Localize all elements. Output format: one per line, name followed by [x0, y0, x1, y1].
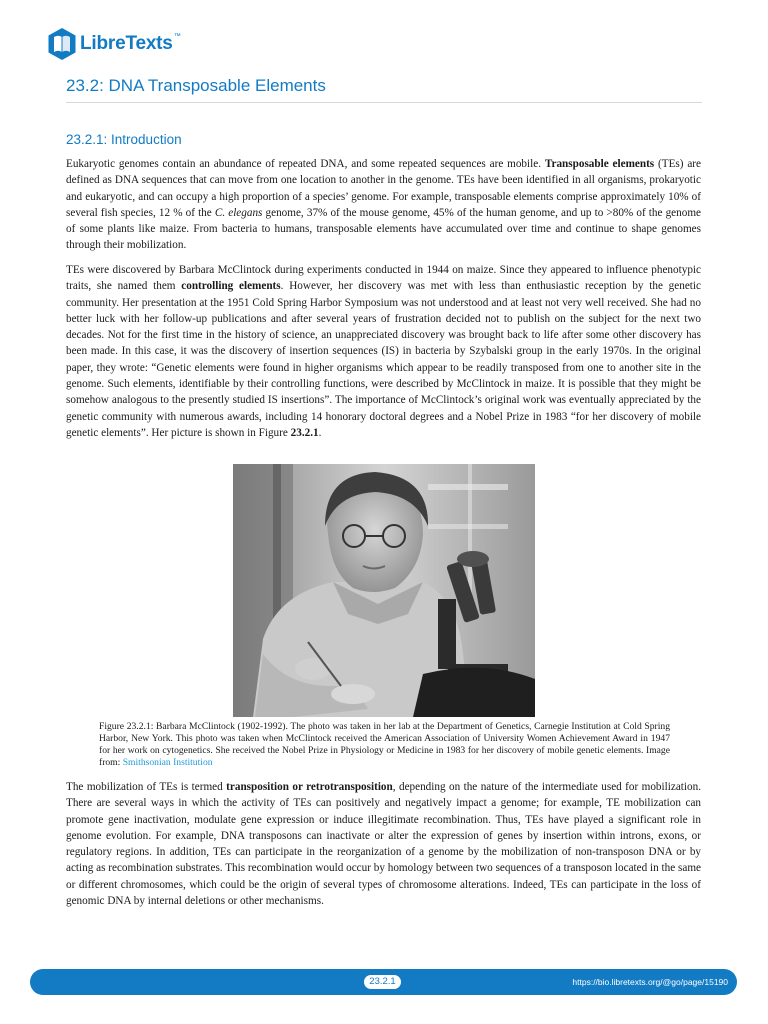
figure-photo-barbara-mcclintock	[233, 464, 535, 717]
term-transposable-elements: Transposable elements	[544, 158, 655, 170]
figure-reference[interactable]: 23.2.1	[290, 426, 319, 439]
figure-label: Figure 23.2.1	[99, 721, 151, 732]
figure-caption: Figure 23.2.1: Barbara McClintock (1902-1992). The photo was taken in her lab at the Department of Genetics, Carnegie Institution at Cold Spring Harbor, New York. This photo was taken when McClintock received the American Association of University Women Achievement Award in 1947 for her work on cytogenetics. She received the Nobel Prize in Physiology or Medicine in 1983 for her discovery of mobile genetic elements. Image from: Smithsonian Institution	[99, 721, 671, 768]
footer-url-link[interactable]: https://bio.libretexts.org/@go/page/15190	[572, 977, 728, 987]
page-number-badge: 23.2.1	[364, 975, 401, 989]
libretexts-logo-icon	[47, 27, 77, 61]
section-title: 23.2.1: Introduction	[66, 132, 182, 147]
smithsonian-link[interactable]: Smithsonian Institution	[122, 757, 213, 768]
photo-illustration	[233, 464, 535, 717]
logo-trademark: ™	[173, 33, 181, 40]
paragraph-introduction: Eukaryotic genomes contain an abundance of repeated DNA, and some repeated sequences are mobile. Transposable elements (TEs) are defined as DNA sequences that can move from one location to another in the genome. TEs have been identified in all organisms, prokaryotic and eukaryotic, and can occupy a high proportion of a species’ genome. For example, transposable elements comprise approximately 10% of several fish species, 12 % of the C. elegans genome, 37% of the mouse genome, 45% of the human genome, and up to >80% of the genome of some plants like maize. From bacteria to humans, transposable elements have accumulated over time and continue to shape genomes through their mobilization.	[66, 158, 702, 252]
footer-bar	[30, 969, 737, 995]
species-c-elegans: C. elegans	[214, 206, 263, 219]
term-controlling-elements: controlling elements	[181, 280, 281, 293]
term-transposition: transposition or retrotransposition	[226, 781, 393, 793]
paragraph-history: TEs were discovered by Barbara McClintock during experiments conducted in 1944 on maize. Since they appeared to influence phenotypic traits, she named them controlling elements. However, her discovery was met with less than enthusiastic reception by the genetic community. Her presentation at the 1951 Cold Spring Harbor Symposium was not understood and at least not very well received. She had no better luck with her follow-up publications and after several years of frustration decided not to publish on the subject for the next two decades. Not for the first time in the history of science, an unappreciated discovery was brought back to life after some other discovery has been made. In this case, it was the discovery of insertion sequences (IS) in bacteria by Szybalski group in the early 1970s. In the original paper, they wrote: “Genetic elements were found in higher organisms which appear to be readily transposed from one to another site in the genome. Such elements, identifiable by their controlling functions, were described by McClintock in maize. It is possible that they might be somehow analogous to the presently studied IS insertions”. The importance of McClintock’s original work was eventually appreciated by the genetic community with numerous awards, including 14 honorary doctoral degrees and a Nobel Prize in 1983 “for her discovery of mobile genetic elements”. Her picture is shown in Figure 23.2.1.	[66, 264, 701, 439]
libretexts-logo[interactable]	[47, 27, 181, 61]
logo-text: LibreTexts™	[80, 33, 181, 54]
page-title: 23.2: DNA Transposable Elements	[66, 76, 702, 103]
paragraph-mobilization: The mobilization of TEs is termed transposition or retrotransposition, depending on the nature of the intermediate used for mobilization. There are several ways in which the activity of TEs can positively and negatively impact a genome; for example, TE mobilization can promote gene inactivation, modulate gene expression or induce illegitimate recombination. Thus, TEs have played a significant role in genome evolution. For example, DNA transposons can inactivate or alter the expression of genes by insertion within introns, exons, or regulatory regions. In addition, TEs can participate in the reorganization of a genome by the mobilization of non-transposon DNA or by acting as recombination substrates. This recombination would occur by homology between two sequences of a transposon located in the same or different chromosomes, which could be the origin of several types of chromosome alterations. Indeed, TEs can participate in the loss of genomic DNA by internal deletions or other mechanisms.	[66, 781, 701, 908]
